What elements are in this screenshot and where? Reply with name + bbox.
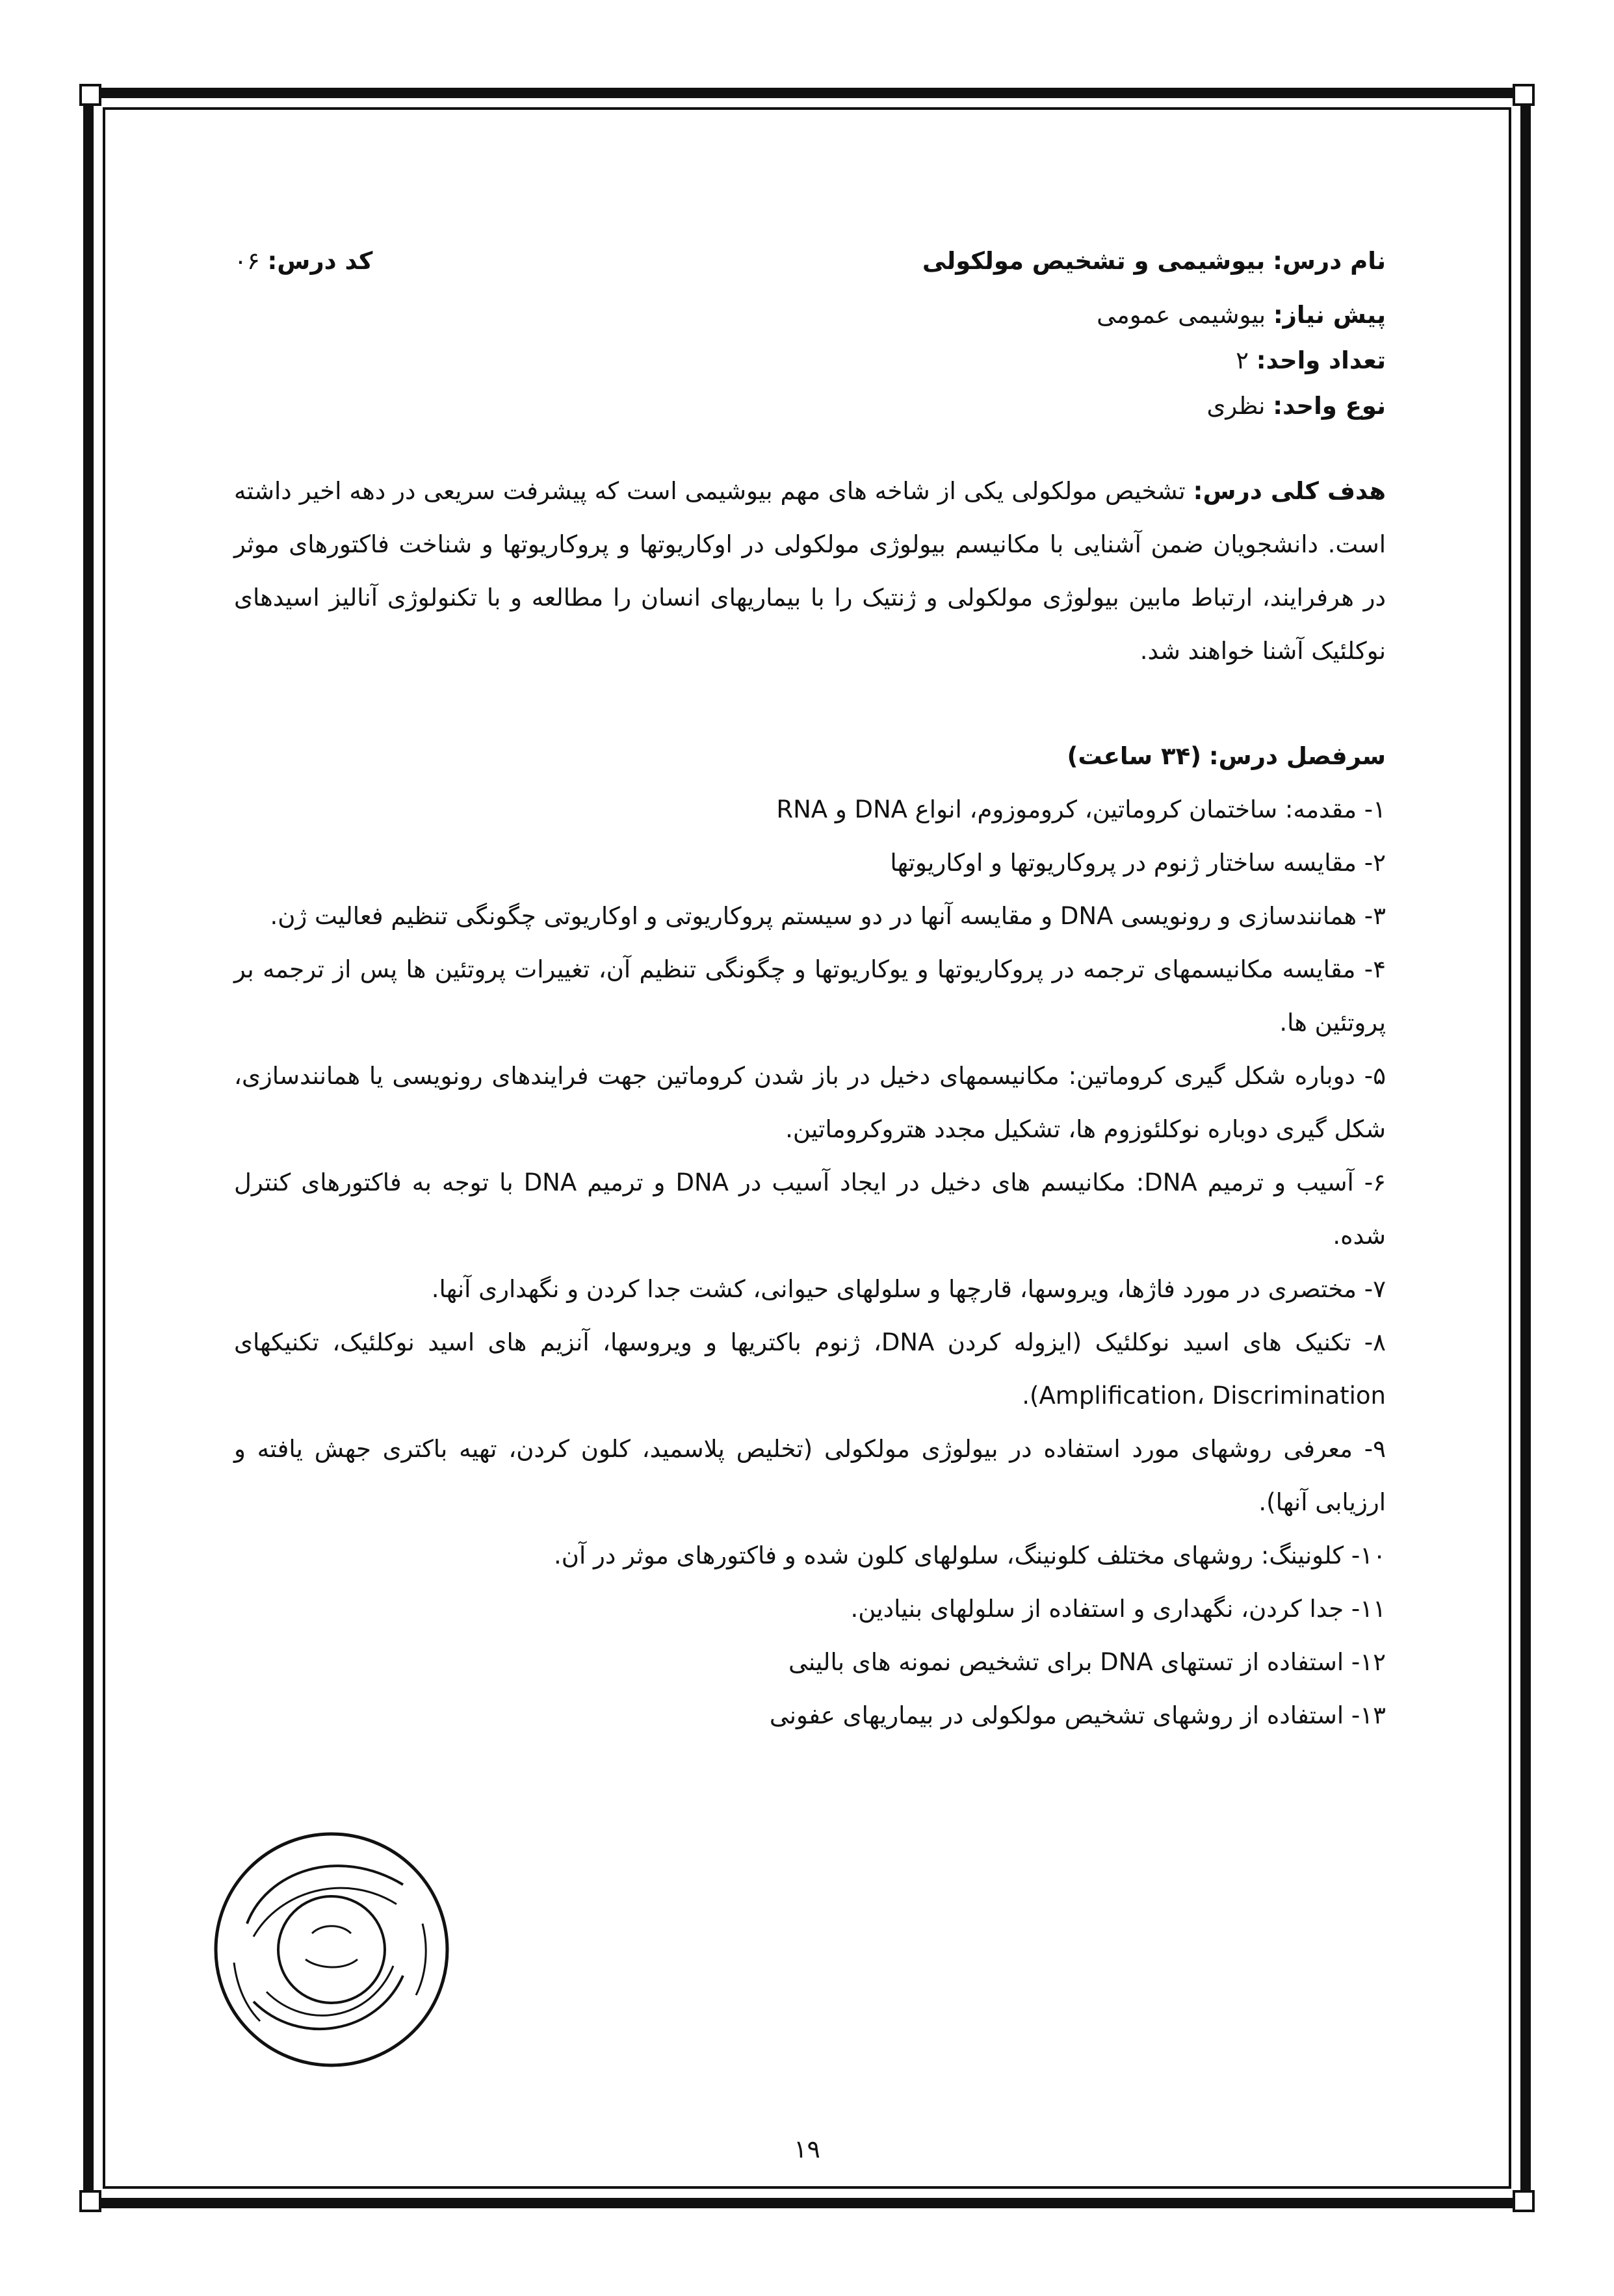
outline-item: ۱۳- استفاده از روشهای تشخیص مولکولی در بیماریهای عفونی bbox=[769, 1701, 1386, 1729]
outline-item: ۷- مختصری در مورد فاژها، ویروسها، قارچها و سلولهای حیوانی، کشت جدا کردن و نگهداری آنها. bbox=[431, 1275, 1386, 1303]
course-goal-label: هدف کلی درس: bbox=[1193, 477, 1386, 505]
outline-item: ۹- معرفی روشهای مورد استفاده در بیولوژی مولکولی (تخلیص پلاسمید، کلون کردن، تهیه باکتری جهش یافته و ارزیابی آنها). bbox=[234, 1435, 1386, 1516]
outline-heading bbox=[234, 730, 1386, 783]
outline-item: ۴- مقایسه مکانیسمهای ترجمه در پروکاریوتها و یوکاریوتها و چگونگی تنظیم آن، تغییرات پروتئین ها پس از ترجمه بر پروتئین ها. bbox=[234, 955, 1386, 1037]
prerequisite-label: پیش نیاز: bbox=[1273, 301, 1386, 329]
unit-type bbox=[234, 383, 1386, 429]
course-code-value: ۰۶ bbox=[234, 247, 260, 275]
frame-corner-top-right bbox=[1513, 84, 1535, 106]
course-goal bbox=[234, 465, 1386, 678]
outline-item: ۱۰- کلونینگ: روشهای مختلف کلونینگ، سلولهای کلون شده و فاکتورهای موثر در آن. bbox=[554, 1541, 1386, 1569]
course-name-label: نام درس: bbox=[1273, 247, 1386, 275]
frame-corner-bottom-right bbox=[1513, 2190, 1535, 2212]
outline-item: ۶- آسیب و ترمیم DNA: مکانیسم های دخیل در ایجاد آسیب در DNA و ترمیم DNA با توجه به فاکتورهای کنترل شده. bbox=[234, 1168, 1386, 1250]
course-goal-text: تشخیص مولکولی یکی از شاخه های مهم بیوشیمی است که پیشرفت سریعی در دهه اخیر داشته است. دانشجویان ضمن آشنایی با مکانیسم بیولوژی مولکولی در اوکاریوتها و پروکاریوتها و شناخت فاکتورهای موثر در هرفرایند، ارتباط مابین بیولوژی مولکولی و ژنتیک را با بیماریهای انسان را مطالعه و با تکنولوژی آنالیز اسیدهای نوکلئیک آشنا خواهند شد. bbox=[234, 477, 1386, 665]
outline-item: ۵- دوباره شکل گیری کروماتین: مکانیسمهای دخیل در باز شدن کروماتین جهت فرایندهای رونویسی یا همانندسازی، شکل گیری دوباره نوکلئوزوم ها، تشکیل مجدد هتروکروماتین. bbox=[234, 1062, 1386, 1143]
page-number: ۱۹ bbox=[794, 2135, 820, 2163]
unit-type-value: نظری bbox=[1206, 392, 1266, 420]
outline-item: ۳- همانندسازی و رونویسی DNA و مقایسه آنها در دو سیستم پروکاریوتی و اوکاریوتی چگونگی تنظیم فعالیت ژن. bbox=[270, 902, 1386, 930]
prerequisite bbox=[234, 292, 1386, 338]
outline-item: ۱- مقدمه: ساختمان کروماتین، کروموزوم، انواع DNA و RNA bbox=[776, 795, 1386, 823]
course-code bbox=[234, 247, 372, 275]
course-code-label: کد درس: bbox=[267, 247, 373, 275]
outline-item: ۸- تکنیک های اسید نوکلئیک (ایزوله کردن DNA، ژنوم باکتریها و ویروسها، آنزیم های اسید نوکلئیک، تکنیکهای Amplification، Discrimination). bbox=[234, 1328, 1386, 1410]
frame-corner-bottom-left bbox=[79, 2190, 101, 2212]
prerequisite-value: بیوشیمی عمومی bbox=[1097, 301, 1266, 329]
official-seal-stamp bbox=[208, 1826, 455, 2073]
course-name-row bbox=[234, 247, 1386, 292]
outline-item: ۱۱- جدا کردن، نگهداری و استفاده از سلولهای بنیادین. bbox=[850, 1595, 1386, 1623]
outline-item: ۱۲- استفاده از تستهای DNA برای تشخیص نمونه های بالینی bbox=[788, 1648, 1386, 1676]
frame-corner-top-left bbox=[79, 84, 101, 106]
outline-list bbox=[234, 783, 1386, 1742]
unit-count-value: ۲ bbox=[1236, 346, 1249, 374]
outline-item: ۲- مقایسه ساختار ژنوم در پروکاریوتها و اوکاریوتها bbox=[890, 849, 1386, 877]
document-body bbox=[234, 247, 1386, 1742]
course-name-value: بیوشیمی و تشخیص مولکولی bbox=[922, 247, 1266, 275]
outline-heading-hours: (۳۴ ساعت) bbox=[1067, 742, 1202, 770]
course-name bbox=[922, 247, 1386, 275]
unit-count bbox=[234, 338, 1386, 383]
outline-heading-label: سرفصل درس: bbox=[1208, 742, 1386, 770]
unit-type-label: نوع واحد: bbox=[1273, 392, 1386, 420]
unit-count-label: تعداد واحد: bbox=[1256, 346, 1386, 374]
